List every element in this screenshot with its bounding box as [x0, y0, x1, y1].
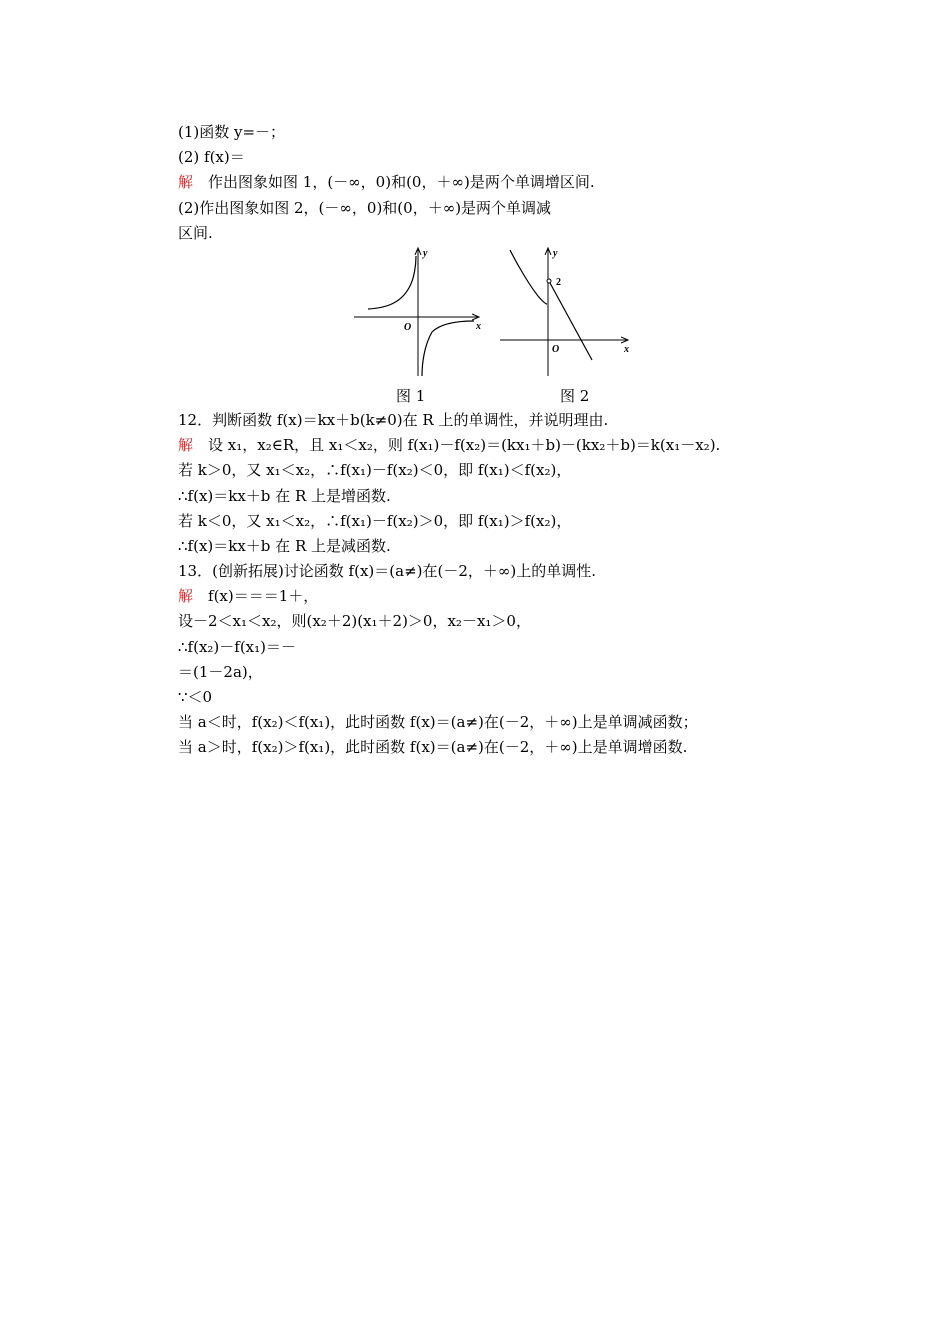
open-point: [547, 279, 551, 283]
curve-left-branch: [368, 256, 416, 309]
line-text: ∵＜0: [178, 688, 213, 706]
text-line: [178, 408, 778, 433]
line-text: ∴f(x)＝kx＋b 在 R 上是减函数.: [178, 536, 391, 555]
line-text: 当 a＜时，f(x₂)＜f(x₁)，此时函数 f(x)＝(a≠)在(－2，＋∞)上是单调减函数；: [178, 713, 698, 732]
origin-label: O: [404, 321, 412, 333]
y-axis-label: y: [553, 247, 558, 259]
text-line: [178, 433, 778, 458]
text-line: [178, 196, 778, 221]
line-text: 12．判断函数 f(x)＝kx＋b(k≠0)在 R 上的单调性，并说明理由.: [178, 410, 609, 429]
x-axis-label: x: [476, 320, 481, 332]
text-line: [178, 120, 778, 145]
text-line: [178, 660, 778, 685]
x-axis-label: x: [624, 343, 629, 355]
line-text: 区间.: [178, 223, 213, 242]
origin-label: O: [552, 343, 560, 355]
text-line: [178, 458, 778, 483]
figure-1-graph: [354, 246, 494, 378]
text-line: [178, 221, 778, 246]
line-text: ∴f(x)＝kx＋b 在 R 上是增函数.: [178, 486, 391, 505]
line-text: ＝(1－2a)，: [178, 662, 263, 681]
text-line: [178, 635, 778, 660]
solution-lines-bottom: [178, 408, 778, 761]
line-text: (2)作出图象如图 2，(－∞，0)和(0，＋∞)是两个单调减: [178, 198, 552, 217]
text-line: [178, 685, 778, 710]
solution-lines-top: [178, 120, 778, 246]
text-line: [178, 710, 778, 735]
curve-right-branch: [422, 321, 474, 376]
text-line: [178, 559, 778, 584]
solution-marker: 解: [178, 173, 194, 192]
y-axis-label: y: [423, 247, 428, 259]
text-line: [178, 170, 778, 195]
solution-marker: 解: [178, 587, 194, 606]
text-line: [178, 609, 778, 634]
curve-left-piece: [510, 250, 547, 304]
line-text: (1)函数 y=－；: [178, 123, 286, 141]
text-line: [178, 584, 778, 609]
line-text: f(x)＝＝＝1＋，: [193, 587, 319, 606]
figure-2-caption: 图 2: [560, 386, 590, 405]
figures-row: [178, 246, 778, 408]
line-text: 设 x₁，x₂∈R，且 x₁＜x₂，则 f(x₁)－f(x₂)＝(kx₁＋b)－(kx₂＋b)＝k(x₁－x₂).: [193, 436, 721, 455]
text-line: [178, 735, 778, 760]
document-content: [178, 120, 778, 761]
line-text: 设－2＜x₁＜x₂，则(x₂＋2)(x₁＋2)＞0，x₂－x₁＞0，: [178, 612, 531, 631]
text-line: [178, 509, 778, 534]
text-line: [178, 145, 778, 170]
line-text: 13．(创新拓展)讨论函数 f(x)＝(a≠)在(－2，＋∞)上的单调性.: [178, 562, 597, 581]
text-line: [178, 484, 778, 509]
line-text: ∴f(x₂)－f(x₁)＝－: [178, 637, 297, 656]
line-text: 当 a＞时，f(x₂)＞f(x₁)，此时函数 f(x)＝(a≠)在(－2，＋∞)上是单调增函数.: [178, 738, 688, 757]
line-text: (2) f(x)＝: [178, 148, 245, 167]
y-tick-label: 2: [556, 276, 561, 288]
line-text: 若 k＜0，又 x₁＜x₂，∴f(x₁)－f(x₂)＞0，即 f(x₁)＞f(x₂)，: [178, 511, 572, 530]
solution-marker: 解: [178, 436, 194, 455]
text-line: [178, 534, 778, 559]
line-text: 若 k＞0，又 x₁＜x₂，∴f(x₁)－f(x₂)＜0，即 f(x₁)＜f(x₂)，: [178, 461, 572, 480]
figure-2-graph: [500, 246, 640, 378]
figure-1-caption: 图 1: [396, 386, 426, 405]
line-text: 作出图象如图 1，(－∞，0)和(0，＋∞)是两个单调增区间.: [193, 173, 595, 192]
